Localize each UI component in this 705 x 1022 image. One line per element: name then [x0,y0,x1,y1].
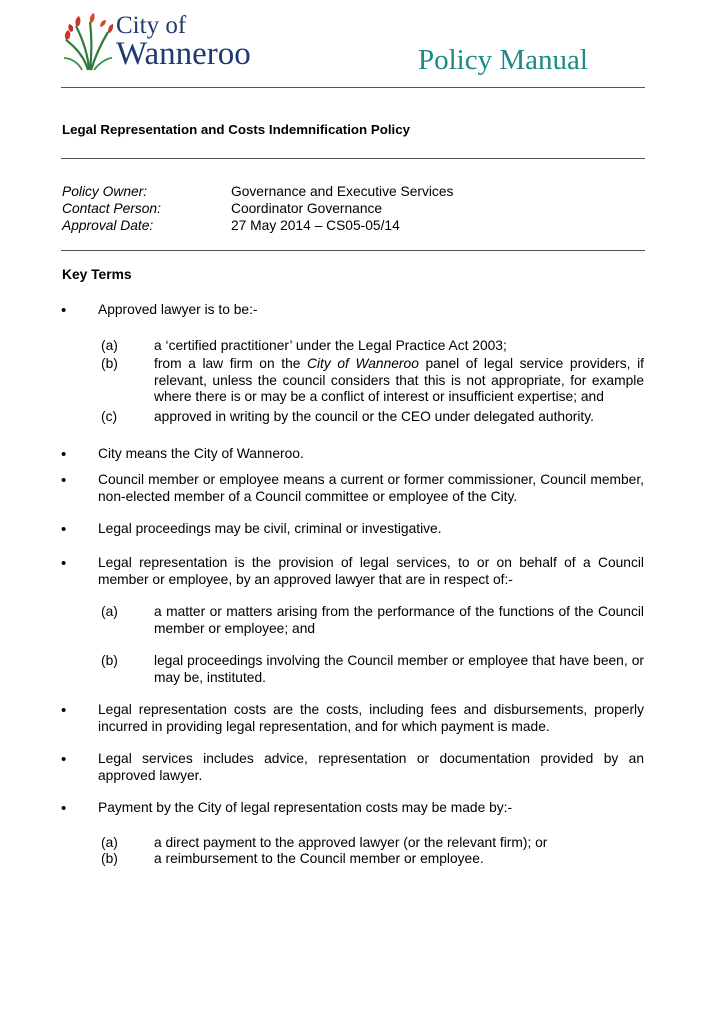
list-label: (a) [101,338,118,353]
item-b-text-start: from a law firm on the [154,356,308,371]
list-label: (b) [101,851,118,866]
approved-lawyer-item-b [154,356,644,406]
legal-services-definition: Legal services includes advice, representation or documentation provided by an approved lawyer. [98,751,644,783]
list-label: (b) [101,356,118,371]
approved-lawyer-intro: Approved lawyer is to be:- [98,302,258,317]
approved-lawyer-item-a: a ‘certified practitioner’ under the Legal Practice Act 2003; [154,338,507,353]
payment-item-b: a reimbursement to the Council member or employee. [154,851,484,866]
list-label: (b) [101,653,118,668]
bullet-icon: • [61,472,67,489]
contact-person-value: Coordinator Governance [231,201,383,216]
logo-text-wanneroo: Wanneroo [116,36,251,72]
bullet-icon: • [61,751,67,768]
policy-owner-label: Policy Owner: [62,184,148,199]
approved-lawyer-item-c: approved in writing by the council or the CEO under delegated authority. [154,409,594,424]
item-b-city-name: City of Wanneroo [307,356,419,371]
list-label: (a) [101,835,118,850]
council-member-definition: Council member or employee means a current or former commissioner, Council member, non-elected member of a Council committee or employee of the City. [98,472,644,504]
legal-representation-item-a: a matter or matters arising from the performance of the functions of the Council member or employee; and [154,604,644,636]
bullet-icon: • [61,302,67,319]
title-divider [61,158,645,159]
key-terms-heading: Key Terms [62,267,132,282]
payment-intro: Payment by the City of legal representation costs may be made by:- [98,800,513,815]
item-b-text-end: panel of legal service providers, if relevant, unless the council considers that this is not appropriate, for example where there is or may be a conflict of interest or insufficient expertise; and [154,356,644,404]
approval-date-label: Approval Date: [62,218,154,233]
header-divider [61,87,645,88]
representation-costs-definition: Legal representation costs are the costs, including fees and disbursements, properly incurred in providing legal representation, and for which payment is made. [98,702,644,734]
logo-text-city-of: City of [116,12,187,39]
kangaroo-paw-plant-icon [62,12,114,72]
policy-owner-value: Governance and Executive Services [231,184,454,199]
legal-representation-item-b: legal proceedings involving the Council member or employee that have been, or may be, instituted. [154,653,644,685]
approval-date-value: 27 May 2014 – CS05-05/14 [231,218,400,233]
list-label: (a) [101,604,118,619]
bullet-icon: • [61,521,67,538]
document-title: Legal Representation and Costs Indemnification Policy [62,122,410,137]
list-label: (c) [101,409,118,424]
legal-proceedings-definition: Legal proceedings may be civil, criminal or investigative. [98,521,442,536]
legal-representation-intro: Legal representation is the provision of legal services, to or on behalf of a Council member or employee, by an approved lawyer that are in respect of:- [98,555,644,587]
bullet-icon: • [61,446,67,463]
meta-divider [61,250,645,251]
city-definition: City means the City of Wanneroo. [98,446,304,461]
policy-manual-title: Policy Manual [418,44,588,76]
bullet-icon: • [61,800,67,817]
city-of-wanneroo-logo [62,12,272,74]
payment-item-a: a direct payment to the approved lawyer (or the relevant firm); or [154,835,548,850]
bullet-icon: • [61,702,67,719]
bullet-icon: • [61,555,67,572]
contact-person-label: Contact Person: [62,201,161,216]
